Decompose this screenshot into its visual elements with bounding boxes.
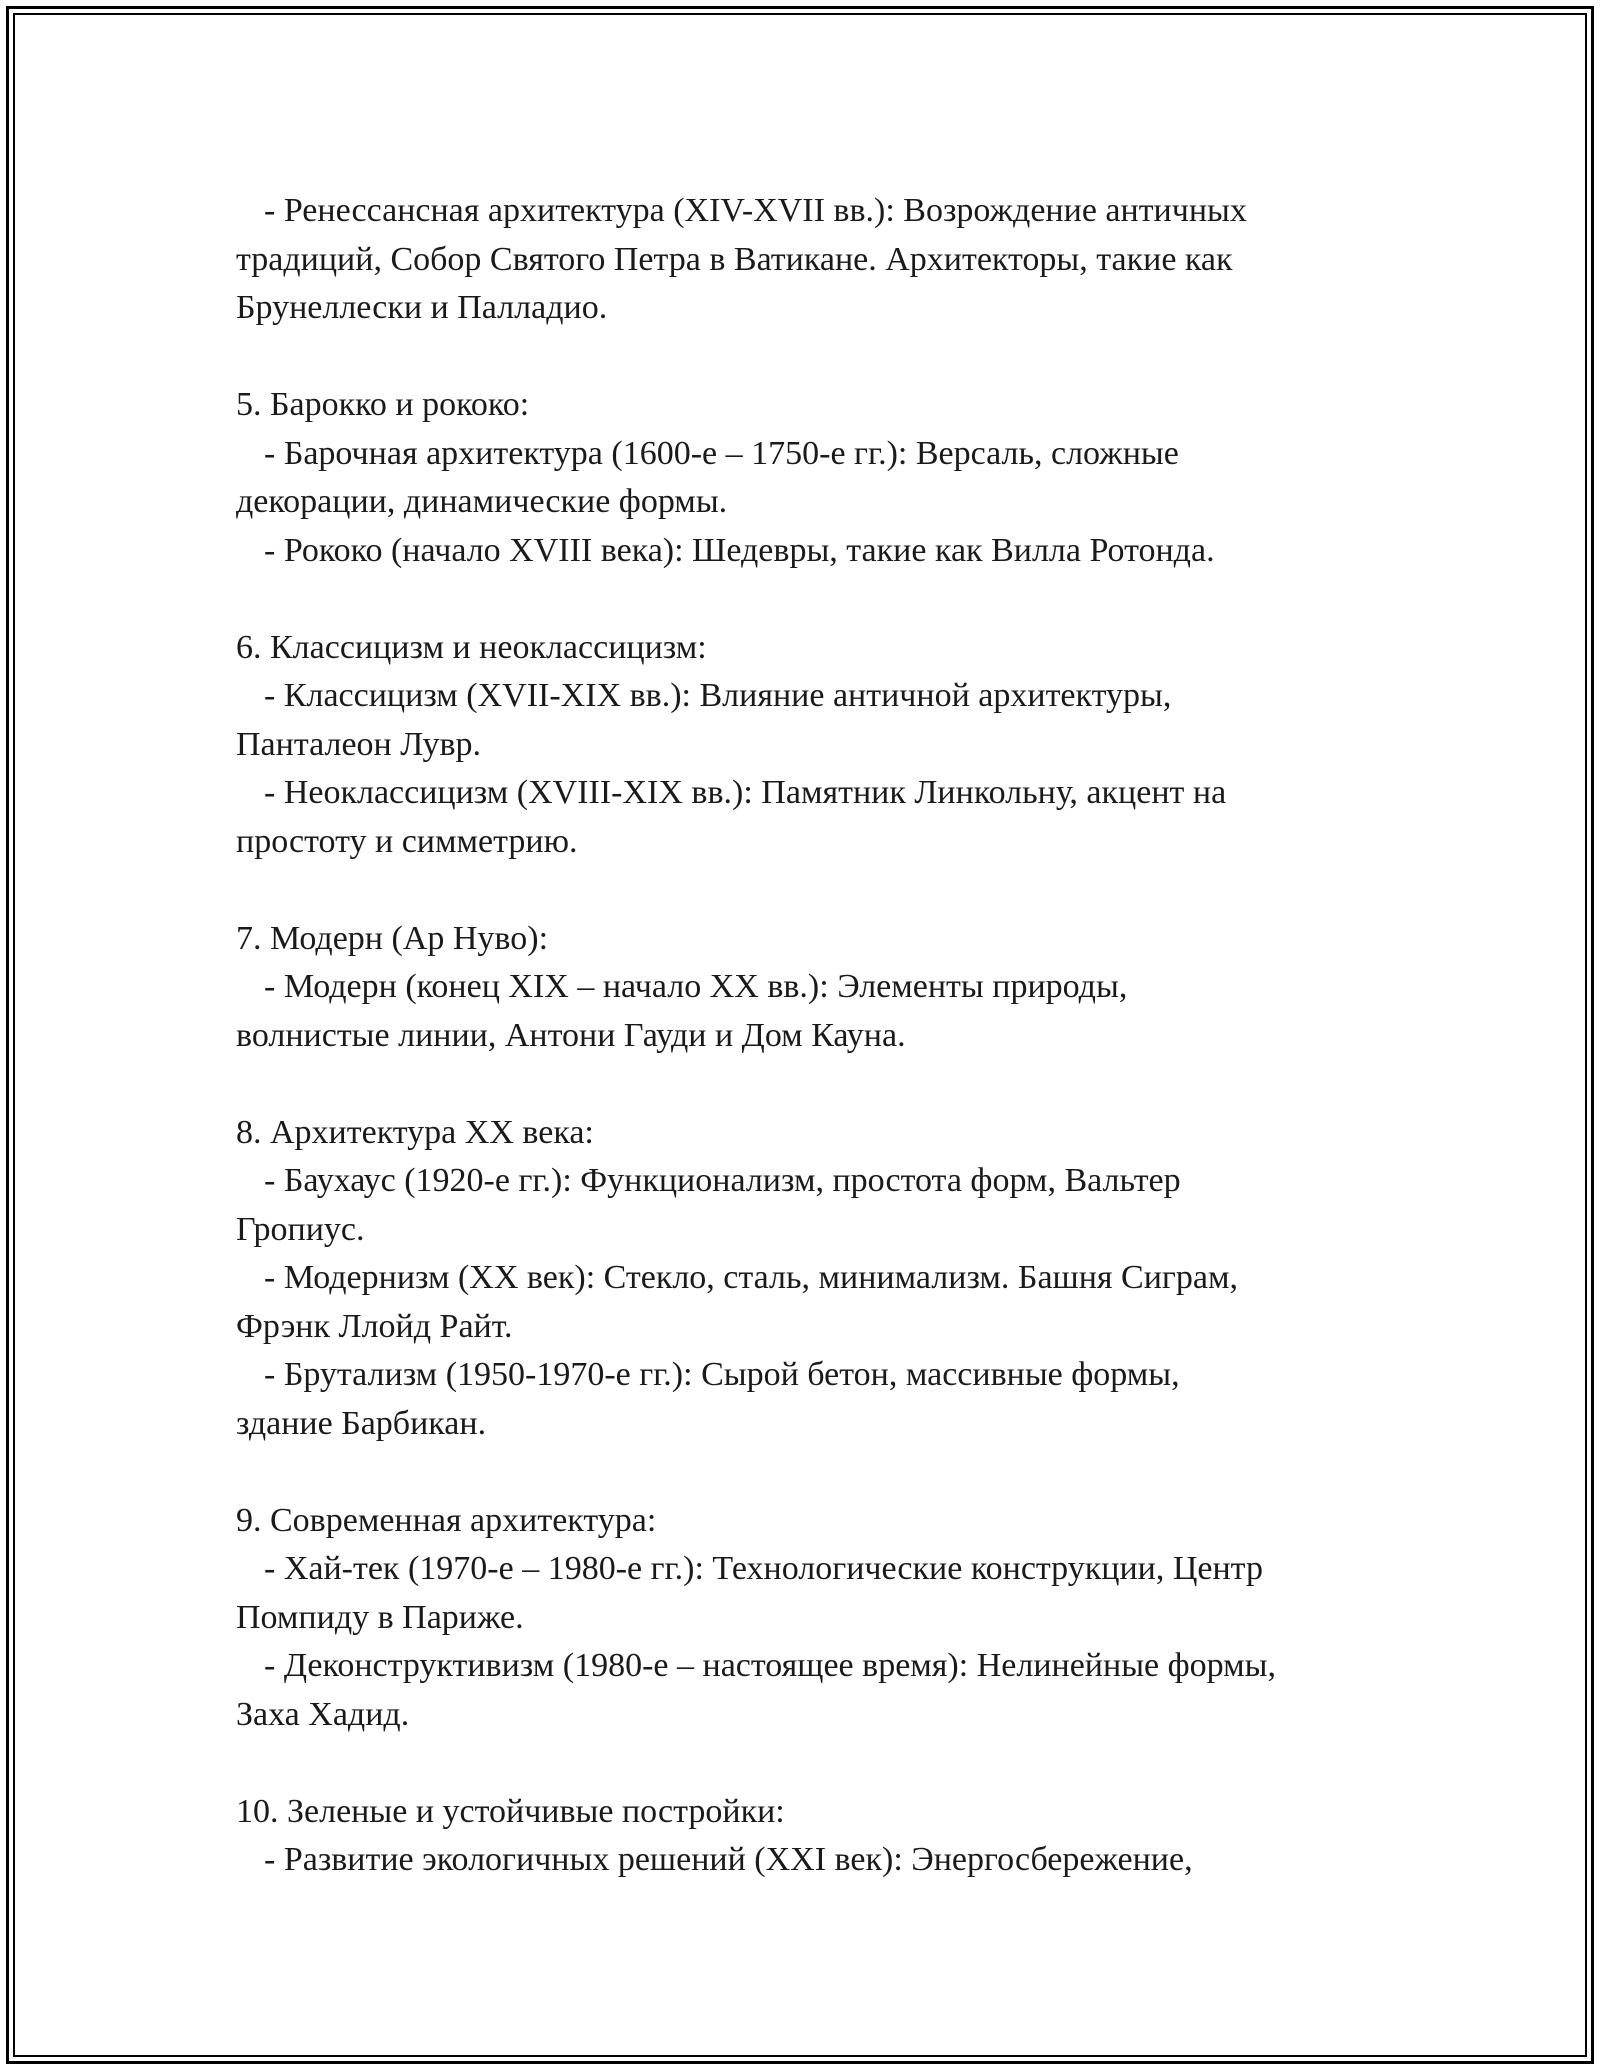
list-item-line: - Брутализм (1950-1970-е гг.): Сырой бетон, массивные формы,	[264, 1356, 1180, 1393]
blank-line	[236, 866, 1406, 915]
text-line: декорации, динамические формы.	[236, 483, 728, 520]
text-line: 9. Современная архитектура:	[236, 1501, 657, 1539]
list-item-line: - Модерн (конец XIX – начало XX вв.): Элементы природы,	[264, 968, 1128, 1005]
list-item-line: - Ренессансная архитектура (XIV-XVII вв.): Возрождение античных	[264, 192, 1247, 229]
blank-line	[236, 1739, 1406, 1788]
text-line: Заха Хадид.	[236, 1695, 410, 1733]
text-line: 7. Модерн (Ар Нуво):	[236, 919, 549, 957]
document-body	[236, 187, 1406, 1885]
text-line: волнистые линии, Антони Гауди и Дом Кауна.	[236, 1016, 906, 1054]
blank-line	[236, 575, 1406, 624]
list-item-line: - Барочная архитектура (1600-е – 1750-е гг.): Версаль, сложные	[264, 434, 1179, 472]
list-item-line: - Модернизм (XX век): Стекло, сталь, минимализм. Башня Сиграм,	[264, 1259, 1238, 1296]
text-line: 10. Зеленые и устойчивые постройки:	[236, 1792, 785, 1830]
text-line: традиций, Собор Святого Петра в Ватикане. Архитекторы, такие как	[236, 240, 1233, 278]
list-item-line: - Баухаус (1920-е гг.): Функционализм, простота форм, Вальтер	[264, 1162, 1181, 1199]
list-item-line: - Развитие экологичных решений (XXI век): Энергосбережение,	[264, 1841, 1193, 1878]
text-line: здание Барбикан.	[236, 1404, 487, 1442]
text-line: Гропиус.	[236, 1210, 365, 1248]
blank-line	[236, 1448, 1406, 1497]
list-item-line: - Классицизм (XVII-XIX вв.): Влияние античной архитектуры,	[264, 677, 1172, 714]
text-line: 5. Барокко и рококо:	[236, 386, 530, 423]
text-line: 8. Архитектура XX века:	[236, 1113, 594, 1151]
list-item-line: - Хай-тек (1970-е – 1980-е гг.): Технологические конструкции, Центр	[264, 1550, 1263, 1587]
text-line: Брунеллески и Палладио.	[236, 289, 608, 326]
blank-line	[236, 1060, 1406, 1109]
text-line: 6. Классицизм и неоклассицизм:	[236, 628, 707, 666]
list-item-line: - Неоклассицизм (XVIII-XIX вв.): Памятник Линкольну, акцент на	[264, 774, 1227, 811]
list-item-line: - Деконструктивизм (1980-е – настоящее время): Нелинейные формы,	[264, 1647, 1276, 1684]
text-line: простоту и симметрию.	[236, 822, 578, 860]
list-item-line: - Рококо (начало XVIII века): Шедевры, такие как Вилла Ротонда.	[264, 531, 1215, 569]
text-line: Фрэнк Ллойд Райт.	[236, 1307, 513, 1345]
blank-line	[236, 333, 1406, 382]
text-line: Помпиду в Париже.	[236, 1598, 524, 1636]
text-line: Панталеон Лувр.	[236, 725, 482, 763]
